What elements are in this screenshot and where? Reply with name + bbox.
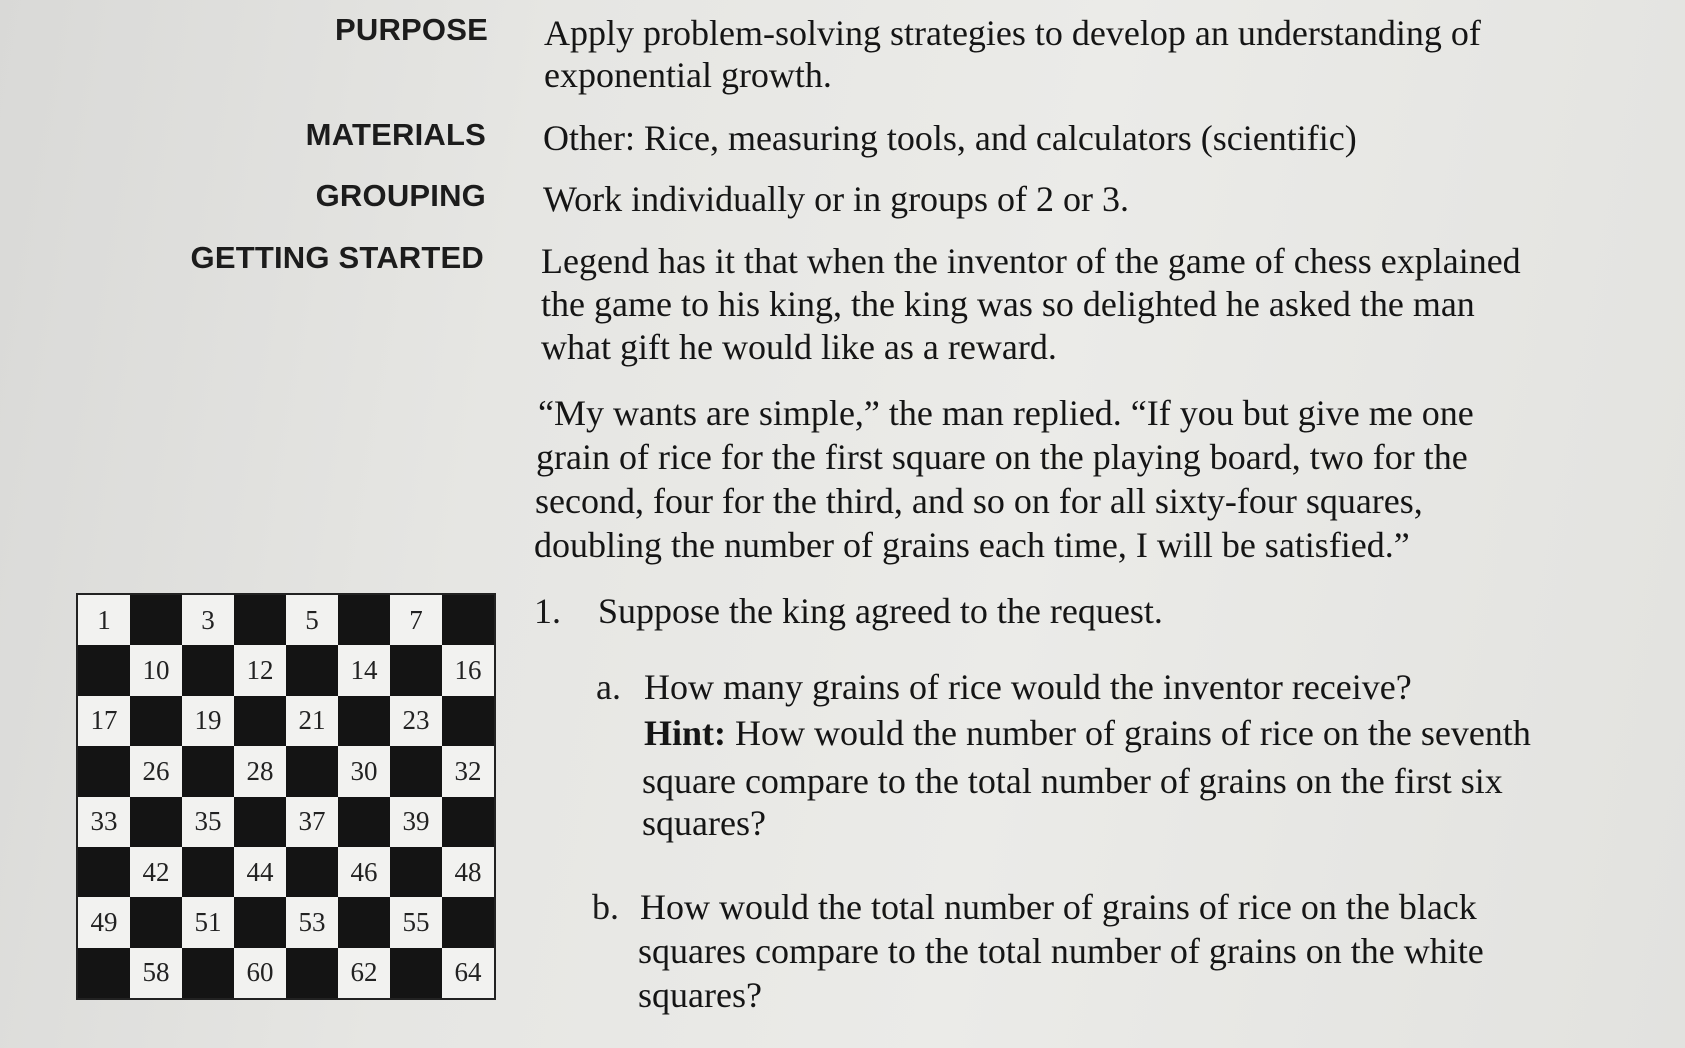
board-square-54 — [338, 897, 390, 947]
story-p2-line-2: grain of rice for the first square on the playing board, two for the — [536, 437, 1468, 477]
purpose-line-1: Apply problem-solving strategies to develop an understanding of — [544, 13, 1481, 53]
board-square-36 — [234, 797, 286, 847]
board-square-35 — [182, 797, 234, 847]
board-square-53 — [286, 897, 338, 947]
story-p2-line-1: “My wants are simple,” the man replied. “If you but give me one — [538, 393, 1474, 433]
square-number: 32 — [454, 755, 482, 786]
square-number: 21 — [298, 705, 326, 736]
chessboard — [76, 593, 496, 1000]
question-1-text: Suppose the king agreed to the request. — [598, 591, 1163, 631]
square-number: 62 — [350, 957, 378, 988]
grouping-text: Work individually or in groups of 2 or 3. — [543, 179, 1130, 219]
board-square-39 — [390, 797, 442, 847]
board-square-31 — [390, 746, 442, 796]
purpose-label: PURPOSE — [335, 12, 488, 47]
square-number: 16 — [454, 655, 482, 686]
board-square-19 — [182, 696, 234, 746]
square-number: 1 — [97, 604, 111, 635]
square-number: 7 — [409, 604, 423, 635]
question-b-line-2: squares compare to the total number of grains on the white — [638, 931, 1484, 971]
square-number: 48 — [454, 856, 482, 887]
square-number: 19 — [194, 705, 222, 736]
board-square-49 — [78, 897, 130, 947]
square-number: 12 — [246, 655, 274, 686]
question-b-letter: b. — [592, 887, 619, 927]
question-b-line-3: squares? — [638, 975, 762, 1015]
board-square-43 — [182, 847, 234, 897]
square-number: 49 — [90, 906, 118, 937]
square-number: 14 — [350, 655, 378, 686]
board-square-63 — [390, 948, 442, 998]
board-square-8 — [442, 595, 494, 645]
board-square-42 — [130, 847, 182, 897]
square-number: 35 — [194, 806, 222, 837]
square-number: 55 — [402, 906, 430, 937]
board-square-58 — [130, 948, 182, 998]
board-square-9 — [78, 645, 130, 695]
story-p2-line-3: second, four for the third, and so on for all sixty-four squares, — [535, 481, 1423, 521]
square-number: 23 — [402, 705, 430, 736]
square-number: 5 — [305, 604, 319, 635]
board-square-25 — [78, 746, 130, 796]
board-square-56 — [442, 897, 494, 947]
square-number: 28 — [246, 755, 274, 786]
question-a-line-1: How many grains of rice would the inventor receive? — [644, 667, 1412, 707]
square-number: 37 — [298, 806, 326, 837]
grouping-label: GROUPING — [315, 178, 486, 213]
board-square-28 — [234, 746, 286, 796]
board-square-40 — [442, 797, 494, 847]
square-number: 44 — [246, 856, 274, 887]
board-square-61 — [286, 948, 338, 998]
board-square-60 — [234, 948, 286, 998]
materials-text: Other: Rice, measuring tools, and calculators (scientific) — [543, 118, 1357, 158]
square-number: 33 — [90, 806, 118, 837]
board-square-45 — [286, 847, 338, 897]
board-square-59 — [182, 948, 234, 998]
board-square-7 — [390, 595, 442, 645]
square-number: 30 — [350, 755, 378, 786]
board-square-41 — [78, 847, 130, 897]
board-square-14 — [338, 645, 390, 695]
board-square-2 — [130, 595, 182, 645]
question-b-line-1: How would the total number of grains of rice on the black — [640, 887, 1477, 927]
square-number: 51 — [194, 906, 222, 937]
square-number: 39 — [402, 806, 430, 837]
board-square-37 — [286, 797, 338, 847]
story-p2-line-4: doubling the number of grains each time, I will be satisfied.” — [534, 525, 1410, 565]
board-square-32 — [442, 746, 494, 796]
question-1-number: 1. — [534, 591, 561, 631]
board-square-6 — [338, 595, 390, 645]
hint-label: Hint: — [644, 713, 727, 753]
story-p1-line-1: Legend has it that when the inventor of the game of chess explained — [541, 241, 1521, 281]
board-square-11 — [182, 645, 234, 695]
board-square-34 — [130, 797, 182, 847]
question-a-line-4: squares? — [642, 803, 766, 843]
board-square-27 — [182, 746, 234, 796]
board-square-44 — [234, 847, 286, 897]
board-square-38 — [338, 797, 390, 847]
square-number: 58 — [142, 957, 170, 988]
board-square-64 — [442, 948, 494, 998]
board-square-52 — [234, 897, 286, 947]
board-square-46 — [338, 847, 390, 897]
hint-text: How would the number of grains of rice on the seventh — [726, 713, 1531, 753]
square-number: 60 — [246, 957, 274, 988]
story-p1-line-2: the game to his king, the king was so delighted he asked the man — [541, 284, 1475, 324]
board-square-57 — [78, 948, 130, 998]
board-square-30 — [338, 746, 390, 796]
square-number: 42 — [142, 856, 170, 887]
materials-label: MATERIALS — [305, 117, 486, 152]
board-square-4 — [234, 595, 286, 645]
getting-started-label: GETTING STARTED — [190, 240, 484, 275]
board-square-18 — [130, 696, 182, 746]
board-square-13 — [286, 645, 338, 695]
board-square-29 — [286, 746, 338, 796]
board-square-12 — [234, 645, 286, 695]
board-square-16 — [442, 645, 494, 695]
question-a-letter: a. — [596, 667, 621, 707]
board-square-15 — [390, 645, 442, 695]
board-square-51 — [182, 897, 234, 947]
board-square-17 — [78, 696, 130, 746]
board-square-23 — [390, 696, 442, 746]
story-p1-line-3: what gift he would like as a reward. — [541, 327, 1057, 367]
square-number: 17 — [90, 705, 118, 736]
board-square-3 — [182, 595, 234, 645]
board-square-33 — [78, 797, 130, 847]
board-square-20 — [234, 696, 286, 746]
board-square-50 — [130, 897, 182, 947]
board-square-21 — [286, 696, 338, 746]
purpose-line-2: exponential growth. — [544, 55, 832, 95]
board-square-1 — [78, 595, 130, 645]
board-square-47 — [390, 847, 442, 897]
board-square-55 — [390, 897, 442, 947]
board-square-26 — [130, 746, 182, 796]
square-number: 3 — [201, 604, 215, 635]
board-square-10 — [130, 645, 182, 695]
board-square-5 — [286, 595, 338, 645]
square-number: 64 — [454, 957, 482, 988]
question-a-line-3: square compare to the total number of grains on the first six — [642, 761, 1503, 801]
board-square-22 — [338, 696, 390, 746]
square-number: 53 — [298, 906, 326, 937]
square-number: 26 — [142, 755, 170, 786]
board-square-62 — [338, 948, 390, 998]
board-square-48 — [442, 847, 494, 897]
square-number: 10 — [142, 655, 170, 686]
board-square-24 — [442, 696, 494, 746]
square-number: 46 — [350, 856, 378, 887]
question-a-hint-line — [644, 712, 1531, 754]
